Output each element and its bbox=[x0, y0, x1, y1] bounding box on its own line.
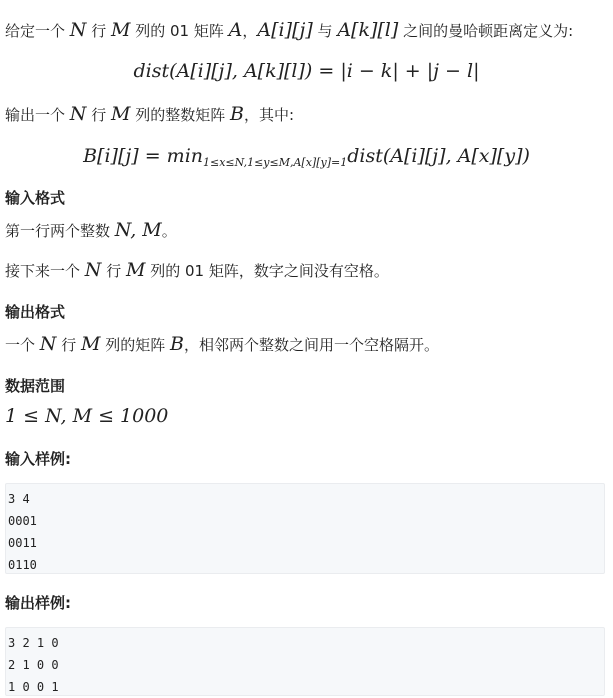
math-b: B bbox=[230, 103, 245, 125]
input-format-line-2 bbox=[5, 260, 389, 281]
formula1-rhs: = |i − k| + |j − l| bbox=[312, 60, 480, 82]
math-m: M bbox=[81, 333, 101, 355]
math-n: N bbox=[69, 19, 87, 41]
output-format-heading: 输出格式 bbox=[5, 303, 66, 321]
output-intro-text-3: 列的整数矩阵 bbox=[135, 106, 226, 124]
intro-text-6: 之间的曼哈顿距离定义为: bbox=[403, 22, 574, 40]
input-format-text-3: 接下来一个 bbox=[5, 262, 81, 280]
intro-paragraph bbox=[5, 20, 573, 41]
data-range-line bbox=[5, 406, 168, 427]
math-aij: A[i][j] bbox=[257, 19, 313, 41]
sample-input-line: 0110 bbox=[8, 558, 37, 572]
output-intro-text-2: 行 bbox=[91, 106, 107, 124]
math-a: A bbox=[228, 19, 243, 41]
formula2-min: min bbox=[166, 145, 204, 167]
data-range-heading: 数据范围 bbox=[5, 377, 66, 395]
math-akl: A[k][l] bbox=[337, 19, 399, 41]
math-n: N bbox=[39, 333, 57, 355]
formula2-lhs: B[i][j] = bbox=[83, 145, 167, 167]
data-range-formula: 1 ≤ N, M ≤ 1000 bbox=[5, 405, 169, 427]
math-m: M bbox=[111, 19, 131, 41]
input-format-text-5: 列的 01 矩阵，数字之间没有空格。 bbox=[150, 262, 389, 280]
math-n: N bbox=[69, 103, 87, 125]
input-format-text-1: 第一行两个整数 bbox=[5, 222, 111, 240]
sample-input-line: 0001 bbox=[8, 514, 37, 528]
formula1-dist: dist bbox=[133, 60, 170, 82]
output-format-text-1: 一个 bbox=[5, 336, 36, 354]
input-format-text-4: 行 bbox=[106, 262, 122, 280]
math-m: M bbox=[111, 103, 131, 125]
sample-output-block[interactable] bbox=[5, 627, 605, 696]
math-m: M bbox=[126, 259, 146, 281]
math-nm: N, M bbox=[114, 219, 162, 241]
intro-text-2: 行 bbox=[91, 22, 107, 40]
min-distance-formula bbox=[0, 145, 613, 169]
output-format-line bbox=[5, 334, 439, 355]
sample-input-line: 0011 bbox=[8, 536, 37, 550]
formula1-args: (A[i][j], A[k][l]) bbox=[169, 60, 313, 82]
distance-formula bbox=[0, 60, 613, 82]
input-format-line-1 bbox=[5, 220, 177, 241]
sample-output-heading: 输出样例: bbox=[5, 594, 71, 612]
output-intro-text-4: ，其中: bbox=[244, 106, 295, 124]
formula2-subscript: 1≤x≤N,1≤y≤M,A[x][y]=1 bbox=[203, 156, 348, 169]
output-format-text-3: 列的矩阵 bbox=[105, 336, 166, 354]
intro-text-3: 列的 01 矩阵 bbox=[135, 22, 224, 40]
input-format-heading: 输入格式 bbox=[5, 189, 66, 207]
output-format-text-2: 行 bbox=[61, 336, 77, 354]
formula2-dist: dist bbox=[347, 145, 383, 167]
sample-input-heading: 输入样例: bbox=[5, 450, 71, 468]
output-intro-text-1: 输出一个 bbox=[5, 106, 66, 124]
sample-input-line: 3 4 bbox=[8, 492, 30, 506]
math-b: B bbox=[170, 333, 185, 355]
sample-output-line: 2 1 0 0 bbox=[8, 658, 59, 672]
sample-input-block[interactable] bbox=[5, 483, 605, 574]
sample-output-line: 1 0 0 1 bbox=[8, 680, 59, 694]
output-intro-paragraph bbox=[5, 104, 294, 125]
math-n: N bbox=[84, 259, 102, 281]
intro-text-4: ， bbox=[242, 22, 258, 40]
intro-text-1: 给定一个 bbox=[5, 22, 66, 40]
sample-output-line: 3 2 1 0 bbox=[8, 636, 59, 650]
output-format-text-4: ，相邻两个整数之间用一个空格隔开。 bbox=[184, 336, 440, 354]
input-format-text-2: 。 bbox=[161, 222, 177, 240]
formula2-args: (A[i][j], A[x][y]) bbox=[382, 145, 530, 167]
intro-text-5: 与 bbox=[317, 22, 333, 40]
